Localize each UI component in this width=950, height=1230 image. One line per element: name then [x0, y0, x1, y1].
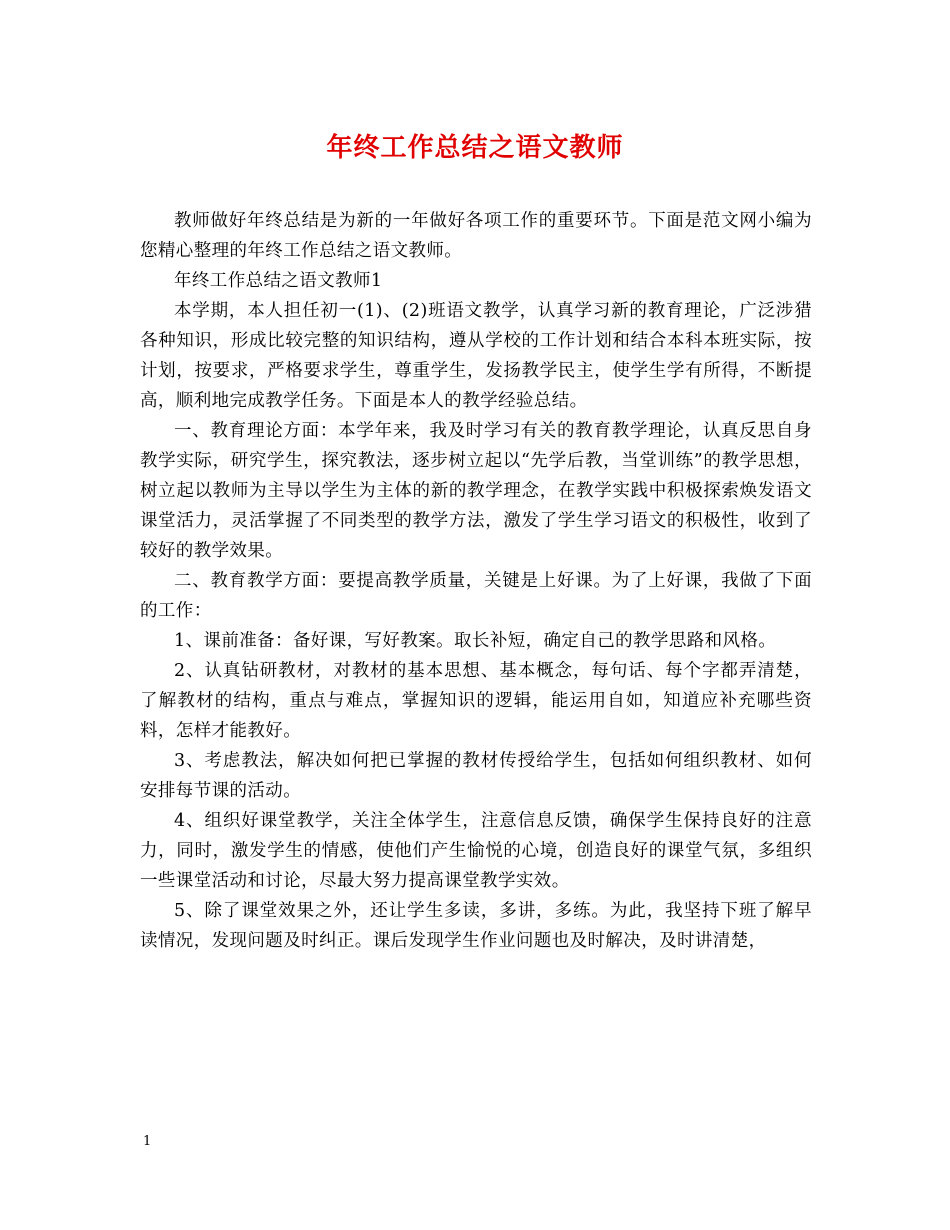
list-item: 1、课前准备：备好课，写好教案。取长补短，确定自己的教学思路和风格。 [174, 631, 777, 651]
section-heading: 年终工作总结之语文教师1 [174, 271, 383, 291]
body-paragraph: 二、教育教学方面：要提高教学质量，关键是上好课。为了上好课，我做了下面的工作： [140, 571, 812, 621]
document-title: 年终工作总结之语文教师 [326, 133, 624, 163]
list-item: 5、除了课堂效果之外，还让学生多读，多讲，多练。为此，我坚持下班了解早读情况，发现问题及时纠正。课后发现学生作业问题也及时解决，及时讲清楚， [140, 901, 812, 951]
document-body [140, 206, 812, 956]
body-paragraph: 一、教育理论方面：本学年来，我及时学习有关的教育教学理论，认真反思自身教学实际，研究学生，探究教法，逐步树立起以“先学后教，当堂训练”的教学思想，树立起以教师为主导以学生为主体的新的教学理念，在教学实践中积极探索焕发语文课堂活力，灵活掌握了不同类型的教学方法，激发了学生学习语文的积极性，收到了较好的教学效果。 [140, 421, 812, 561]
body-paragraph: 本学期，本人担任初一(1)、(2)班语文教学，认真学习新的教育理论，广泛涉猎各种知识，形成比较完整的知识结构，遵从学校的工作计划和结合本科本班实际，按计划，按要求，严格要求学生，尊重学生，发扬教学民主，使学生学有所得，不断提高，顺利地完成教学任务。下面是本人的教学经验总结。 [140, 301, 812, 411]
list-item: 4、组织好课堂教学，关注全体学生，注意信息反馈，确保学生保持良好的注意力，同时，激发学生的情感，使他们产生愉悦的心境，创造良好的课堂气氛，多组织一些课堂活动和讨论，尽最大努力提高课堂教学实效。 [140, 811, 812, 891]
list-item: 2、认真钻研教材，对教材的基本思想、基本概念，每句话、每个字都弄清楚，了解教材的结构，重点与难点，掌握知识的逻辑，能运用自如，知道应补充哪些资料，怎样才能教好。 [140, 661, 812, 741]
page-number: 1 [143, 1134, 152, 1149]
intro-paragraph: 教师做好年终总结是为新的一年做好各项工作的重要环节。下面是范文网小编为您精心整理的年终工作总结之语文教师。 [140, 211, 812, 261]
list-item: 3、考虑教法，解决如何把已掌握的教材传授给学生，包括如何组织教材、如何安排每节课的活动。 [140, 751, 812, 801]
